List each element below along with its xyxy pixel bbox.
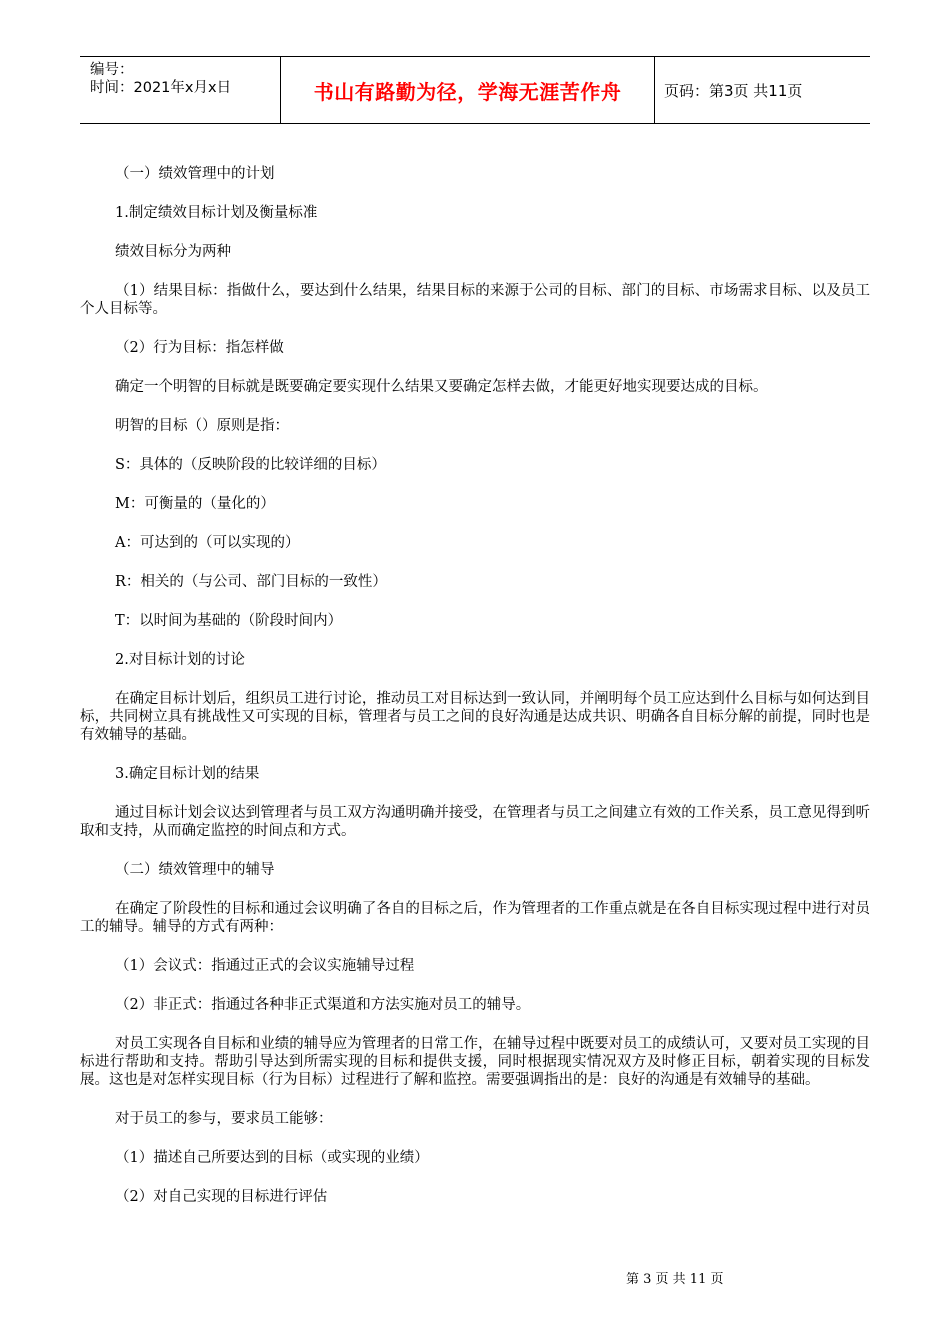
paragraph: 对于员工的参与，要求员工能够： — [115, 1111, 333, 1127]
paragraph: 绩效目标分为两种 — [115, 244, 231, 260]
section-heading: （一）绩效管理中的计划 — [115, 166, 275, 182]
subsection-heading: 1.制定绩效目标计划及衡量标准 — [115, 205, 318, 221]
page-footer — [626, 1268, 723, 1287]
header-meta-cell — [80, 57, 281, 123]
paragraph: 确定一个明智的目标就是既要确定要实现什么结果又要确定怎样去做，才能更好地实现要达成的目标。 — [115, 379, 768, 395]
page-label: 页码：第3页 共11页 — [664, 81, 803, 100]
subsection-heading: 2.对目标计划的讨论 — [115, 652, 245, 668]
document-header — [80, 56, 870, 124]
paragraph: 在确定了阶段性的目标和通过会议明确了各自的目标之后，作为管理者的工作重点就是在各自目标实现过程中进行对员工的辅导。辅导的方式有两种： — [80, 901, 870, 935]
section-heading: （二）绩效管理中的辅导 — [115, 862, 275, 878]
list-item: R：相关的（与公司、部门目标的一致性） — [115, 574, 387, 590]
list-item: （2）行为目标：指怎样做 — [115, 340, 284, 356]
paragraph: 对员工实现各自目标和业绩的辅导应为管理者的日常工作，在辅导过程中既要对员工的成绩认可，又要对员工实现的目标进行帮助和支持。帮助引导达到所需实现的目标和提供支援，同时根据现实情况双方及时修正目标，朝着实现的目标发展。这也是对怎样实现目标（行为目标）过程进行了解和监控。需要强调指出的是：良好的沟通是有效辅导的基础。 — [80, 1036, 870, 1088]
motto-cell — [281, 57, 655, 123]
list-item: （2）对自己实现的目标进行评估 — [115, 1189, 328, 1205]
page-number-cell — [655, 57, 870, 123]
list-item: T：以时间为基础的（阶段时间内） — [115, 613, 343, 629]
list-item: （1）结果目标：指做什么，要达到什么结果，结果目标的来源于公司的目标、部门的目标、市场需求目标、以及员工个人目标等。 — [80, 283, 870, 317]
list-item: （1）会议式：指通过正式的会议实施辅导过程 — [115, 958, 415, 974]
paragraph: 通过目标计划会议达到管理者与员工双方沟通明确并接受，在管理者与员工之间建立有效的工作关系，员工意见得到听取和支持，从而确定监控的时间点和方式。 — [80, 805, 870, 839]
list-item: M：可衡量的（量化的） — [115, 496, 275, 512]
number-label: 编号： — [90, 62, 134, 78]
motto-text: 书山有路勤为径，学海无涯苦作舟 — [313, 79, 622, 104]
subsection-heading: 3.确定目标计划的结果 — [115, 766, 260, 782]
list-item: A：可达到的（可以实现的） — [115, 535, 300, 551]
list-item: S：具体的（反映阶段的比较详细的目标） — [115, 457, 386, 473]
document-body — [80, 165, 870, 1206]
list-item: （2）非正式：指通过各种非正式渠道和方法实施对员工的辅导。 — [115, 997, 531, 1013]
footer-page-number: 第 3 页 共 11 页 — [626, 1272, 724, 1287]
date-label: 时间：2021年x月x日 — [90, 80, 232, 96]
paragraph: 在确定目标计划后，组织员工进行讨论，推动员工对目标达到一致认同，并阐明每个员工应达到什么目标与如何达到目标，共同树立具有挑战性又可实现的目标，管理者与员工之间的良好沟通是达成共识、明确各自目标分解的前提，同时也是有效辅导的基础。 — [80, 691, 870, 743]
list-item: （1）描述自己所要达到的目标（或实现的业绩） — [115, 1150, 429, 1166]
paragraph: 明智的目标（）原则是指： — [115, 418, 289, 434]
